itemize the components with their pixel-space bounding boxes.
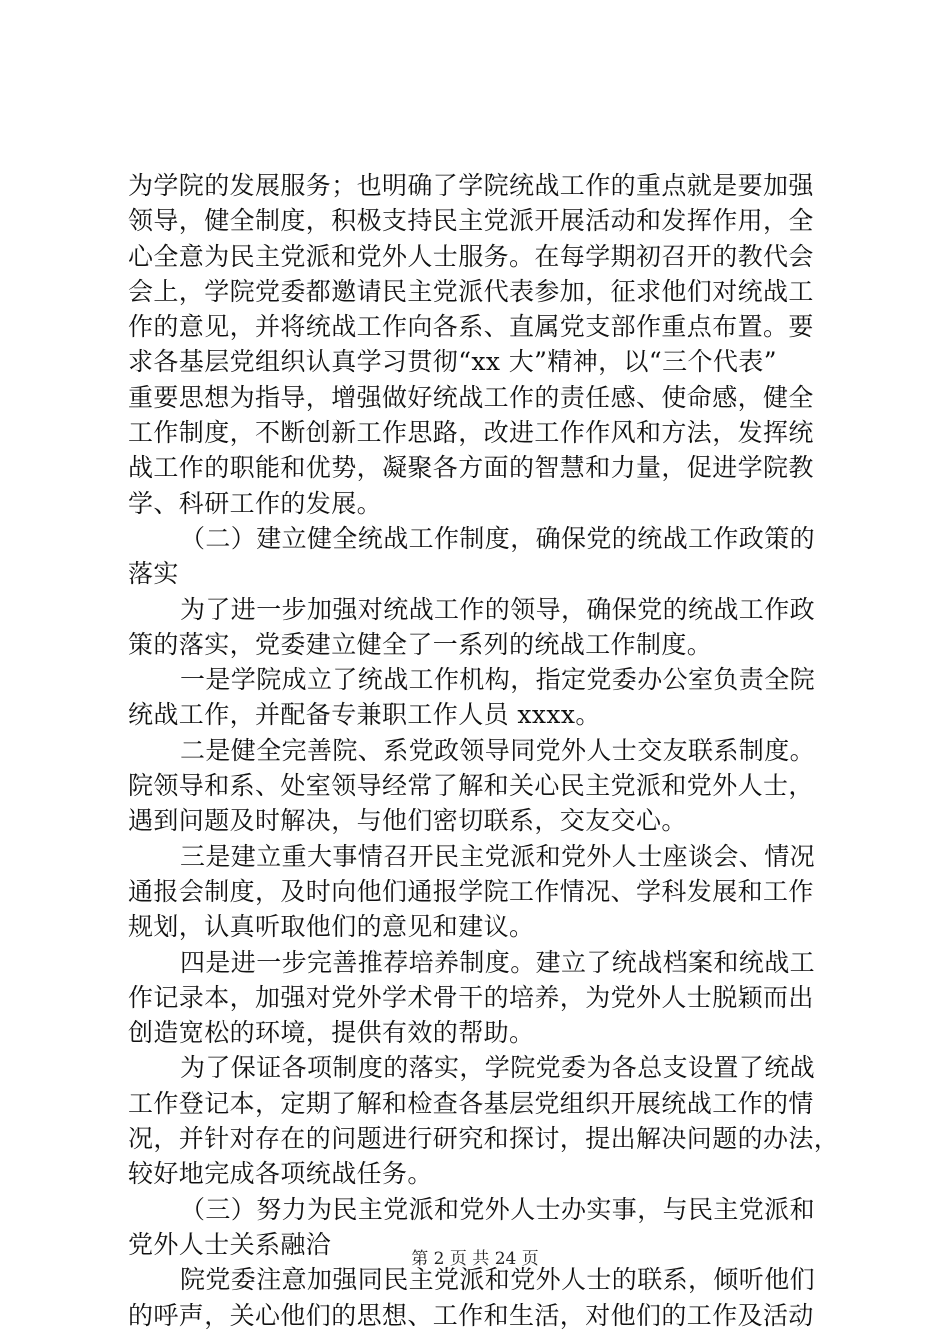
section-heading: （三）努力为民主党派和党外人士办实事，与民主党派和 [180, 1194, 816, 1224]
text-line: 重要思想为指导，增强做好统战工作的责任感、使命感，健全 [128, 382, 814, 412]
text-line: 较好地完成各项统战任务。 [128, 1159, 433, 1189]
page-number-footer: 第 2 页 共 24 页 [411, 1249, 539, 1269]
text-line: 领导，健全制度，积极支持民主党派开展活动和发挥作用，全 [128, 206, 814, 236]
text-line: 的呼声，关心他们的思想、工作和生活，对他们的工作及活动 [128, 1300, 814, 1330]
text-line: 况，并针对存在的问题进行研究和探讨，提出解决问题的办法， [128, 1124, 840, 1154]
section-heading-continuation: 落实 [128, 559, 179, 589]
text-line: 策的落实，党委建立健全了一系列的统战工作制度。 [128, 629, 713, 659]
text-line: 作的意见，并将统战工作向各系、直属党支部作重点布置。要 [128, 312, 814, 342]
text-line: 统战工作，并配备专兼职工作人员 xxxx。 [128, 700, 601, 730]
section-heading-continuation: 党外人士关系融洽 [128, 1229, 332, 1259]
text-line: 院领导和系、处室领导经常了解和关心民主党派和党外人士， [128, 771, 814, 801]
text-line: 学、科研工作的发展。 [128, 488, 383, 518]
text-line: 工作登记本，定期了解和检查各基层党组织开展统战工作的情 [128, 1088, 814, 1118]
text-line: 遇到问题及时解决，与他们密切联系，交友交心。 [128, 806, 687, 836]
text-line: 作记录本，加强对党外学术骨干的培养，为党外人士脱颖而出 [128, 982, 814, 1012]
text-line: 二是健全完善院、系党政领导同党外人士交友联系制度。 [180, 735, 816, 765]
text-line: 院党委注意加强同民主党派和党外人士的联系，倾听他们 [180, 1265, 816, 1295]
text-line: 四是进一步完善推荐培养制度。建立了统战档案和统战工 [180, 947, 816, 977]
text-line: 规划，认真听取他们的意见和建议。 [128, 912, 535, 942]
text-line: 创造宽松的环境，提供有效的帮助。 [128, 1018, 535, 1048]
text-line: 为了进一步加强对统战工作的领导，确保党的统战工作政 [180, 594, 816, 624]
text-line: 为了保证各项制度的落实，学院党委为各总支设置了统战 [180, 1053, 816, 1083]
section-heading: （二）建立健全统战工作制度，确保党的统战工作政策的 [180, 523, 816, 553]
text-line: 求各基层党组织认真学习贯彻“xx 大”精神，以“三个代表” [128, 347, 777, 377]
document-body [128, 168, 848, 1333]
text-line: 工作制度，不断创新工作思路，改进工作作风和方法，发挥统 [128, 418, 814, 448]
text-line: 心全意为民主党派和党外人士服务。在每学期初召开的教代会 [128, 241, 814, 271]
text-line: 一是学院成立了统战工作机构，指定党委办公室负责全院 [180, 665, 816, 695]
text-line: 通报会制度，及时向他们通报学院工作情况、学科发展和工作 [128, 876, 814, 906]
text-line: 三是建立重大事情召开民主党派和党外人士座谈会、情况 [180, 841, 816, 871]
text-line: 战工作的职能和优势，凝聚各方面的智慧和力量，促进学院教 [128, 453, 814, 483]
text-line: 会上，学院党委都邀请民主党派代表参加，征求他们对统战工 [128, 276, 814, 306]
text-line: 为学院的发展服务；也明确了学院统战工作的重点就是要加强 [128, 171, 814, 200]
